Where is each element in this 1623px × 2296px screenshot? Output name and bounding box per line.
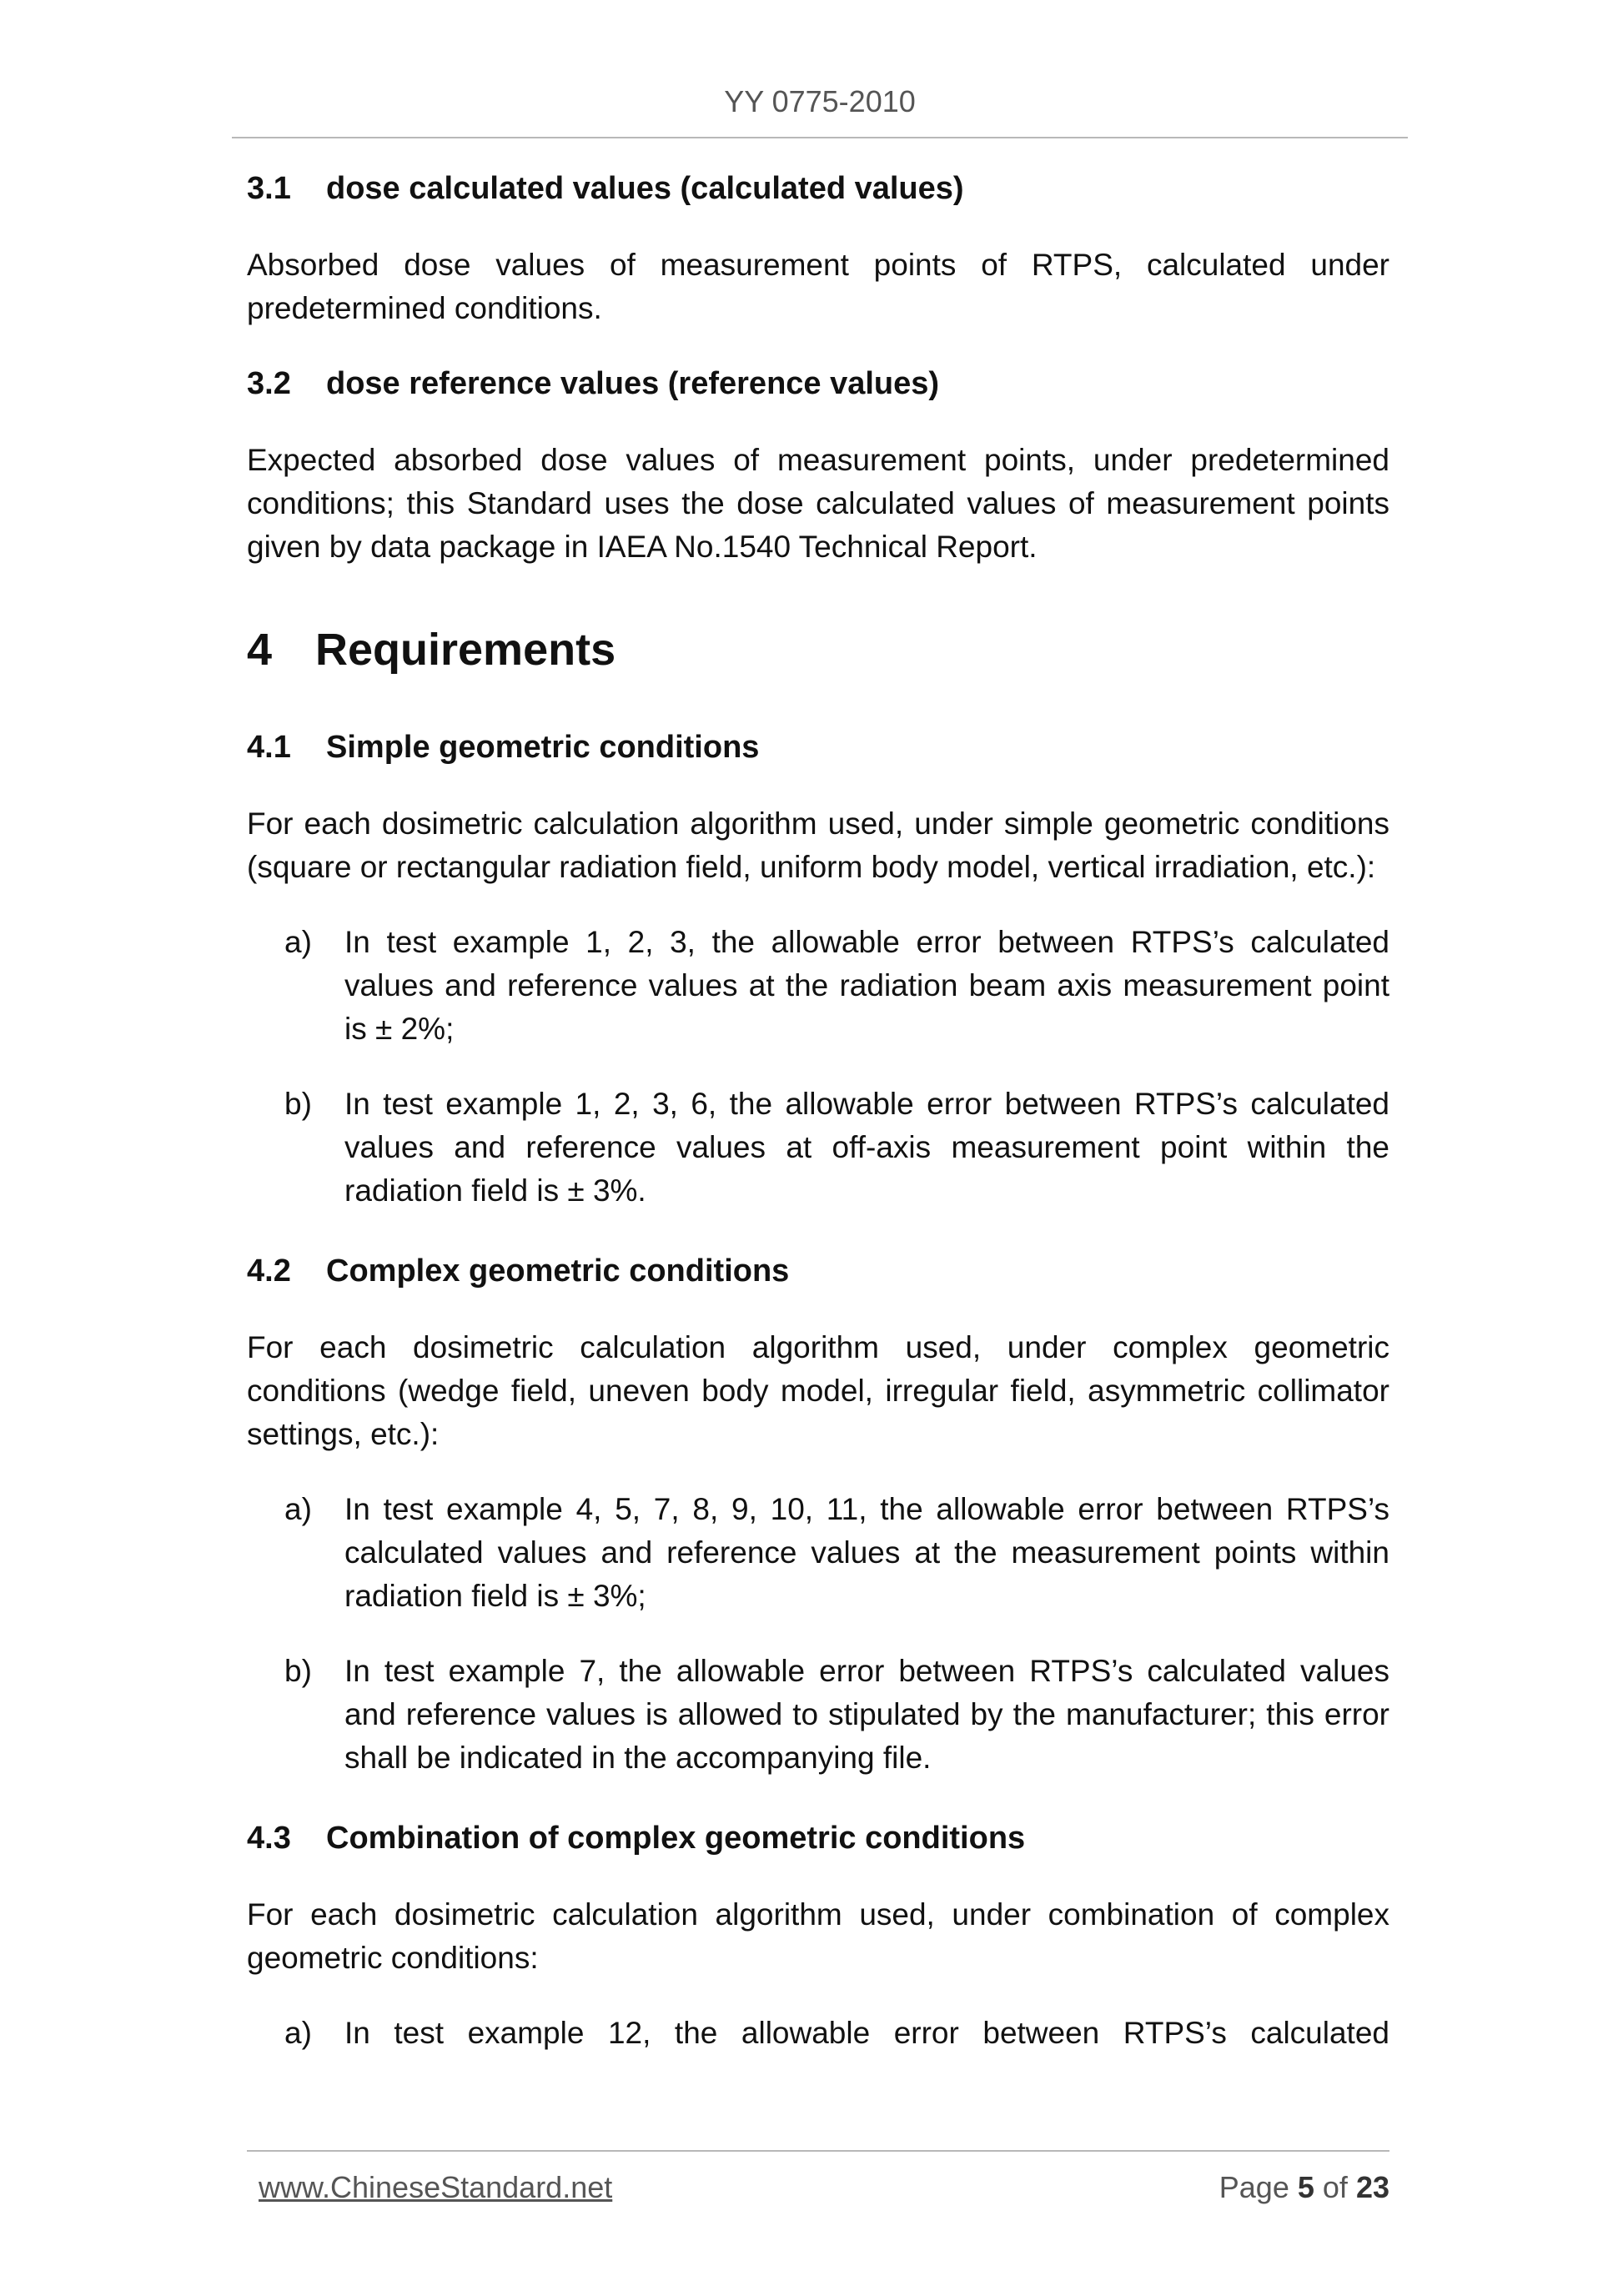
section-number: 3.1: [247, 171, 291, 206]
section-paragraph: For each dosimetric calculation algorithm used, under simple geometric conditions (square or rectangular radiation field, uniform body model, vertical irradiation, etc.):: [247, 806, 1389, 884]
page-footer: [247, 2150, 1389, 2208]
page-header: [232, 77, 1408, 138]
section-number: 4.3: [247, 1821, 291, 1856]
list-item: [247, 1083, 1389, 1213]
section-title: dose calculated values (calculated values): [326, 171, 964, 206]
page-total: 23: [1355, 2170, 1389, 2204]
list-item-text: In test example 12, the allowable error between RTPS’s calculated: [344, 2016, 1389, 2050]
list-item-letter: a): [284, 1492, 312, 1526]
section-title: Combination of complex geometric conditions: [326, 1821, 1026, 1856]
section-heading-4-3: [247, 1816, 1389, 1860]
section-paragraph: Expected absorbed dose values of measurement points, under predetermined conditions; this Standard uses the dose calculated values of measurement points given by data package in IAEA No.1540 Technical Report.: [247, 443, 1389, 564]
list-item-text: In test example 1, 2, 3, the allowable error between RTPS’s calculated values and reference values at the radiation beam axis measurement point is ± 2%;: [344, 925, 1389, 1046]
chapter-heading-4: [247, 620, 1389, 679]
section-number: 4.1: [247, 730, 291, 765]
list-item-letter: b): [284, 1654, 312, 1688]
list-item: [247, 2012, 1389, 2055]
list-item-text: In test example 4, 5, 7, 8, 9, 10, 11, the allowable error between RTPS’s calculated values and reference values at the measurement points within radiation field is ± 3%;: [344, 1492, 1389, 1613]
section-title: dose reference values (reference values): [326, 366, 940, 401]
section-paragraph: For each dosimetric calculation algorithm used, under combination of complex geometric conditions:: [247, 1897, 1389, 1975]
document-body: [247, 167, 1389, 2055]
section-title: Simple geometric conditions: [326, 730, 760, 765]
of-label: of: [1322, 2170, 1348, 2204]
list-item: [247, 1488, 1389, 1618]
list-item-letter: b): [284, 1087, 312, 1121]
section-title: Complex geometric conditions: [326, 1254, 790, 1289]
list-item-letter: a): [284, 925, 312, 959]
document-id: YY 0775-2010: [724, 84, 916, 118]
section-paragraph: Absorbed dose values of measurement points of RTPS, calculated under predetermined conditions.: [247, 248, 1389, 325]
website-link[interactable]: www.ChineseStandard.net: [259, 2170, 613, 2204]
list-item: [247, 921, 1389, 1051]
section-heading-3-2: [247, 362, 1389, 405]
section-heading-4-2: [247, 1249, 1389, 1293]
section-number: 4.2: [247, 1254, 291, 1289]
section-paragraph: For each dosimetric calculation algorithm used, under complex geometric conditions (wedge field, uneven body model, irregular field, asymmetric collimator settings, etc.):: [247, 1330, 1389, 1451]
list-item-text: In test example 1, 2, 3, 6, the allowable error between RTPS’s calculated values and reference values at off-axis measurement point within the radiation field is ± 3%.: [344, 1087, 1389, 1208]
list-item: [247, 1650, 1389, 1780]
section-heading-3-1: [247, 167, 1389, 210]
page-current: 5: [1297, 2170, 1314, 2204]
page-label: Page: [1219, 2170, 1289, 2204]
section-heading-4-1: [247, 726, 1389, 769]
list-item-letter: a): [284, 2016, 312, 2050]
page-number: [1219, 2167, 1389, 2208]
list-item-text: In test example 7, the allowable error between RTPS’s calculated values and reference values is allowed to stipulated by the manufacturer; this error shall be indicated in the accompanying file.: [344, 1654, 1389, 1775]
chapter-title: Requirements: [315, 625, 616, 675]
section-number: 3.2: [247, 366, 291, 401]
chapter-number: 4: [247, 625, 273, 675]
